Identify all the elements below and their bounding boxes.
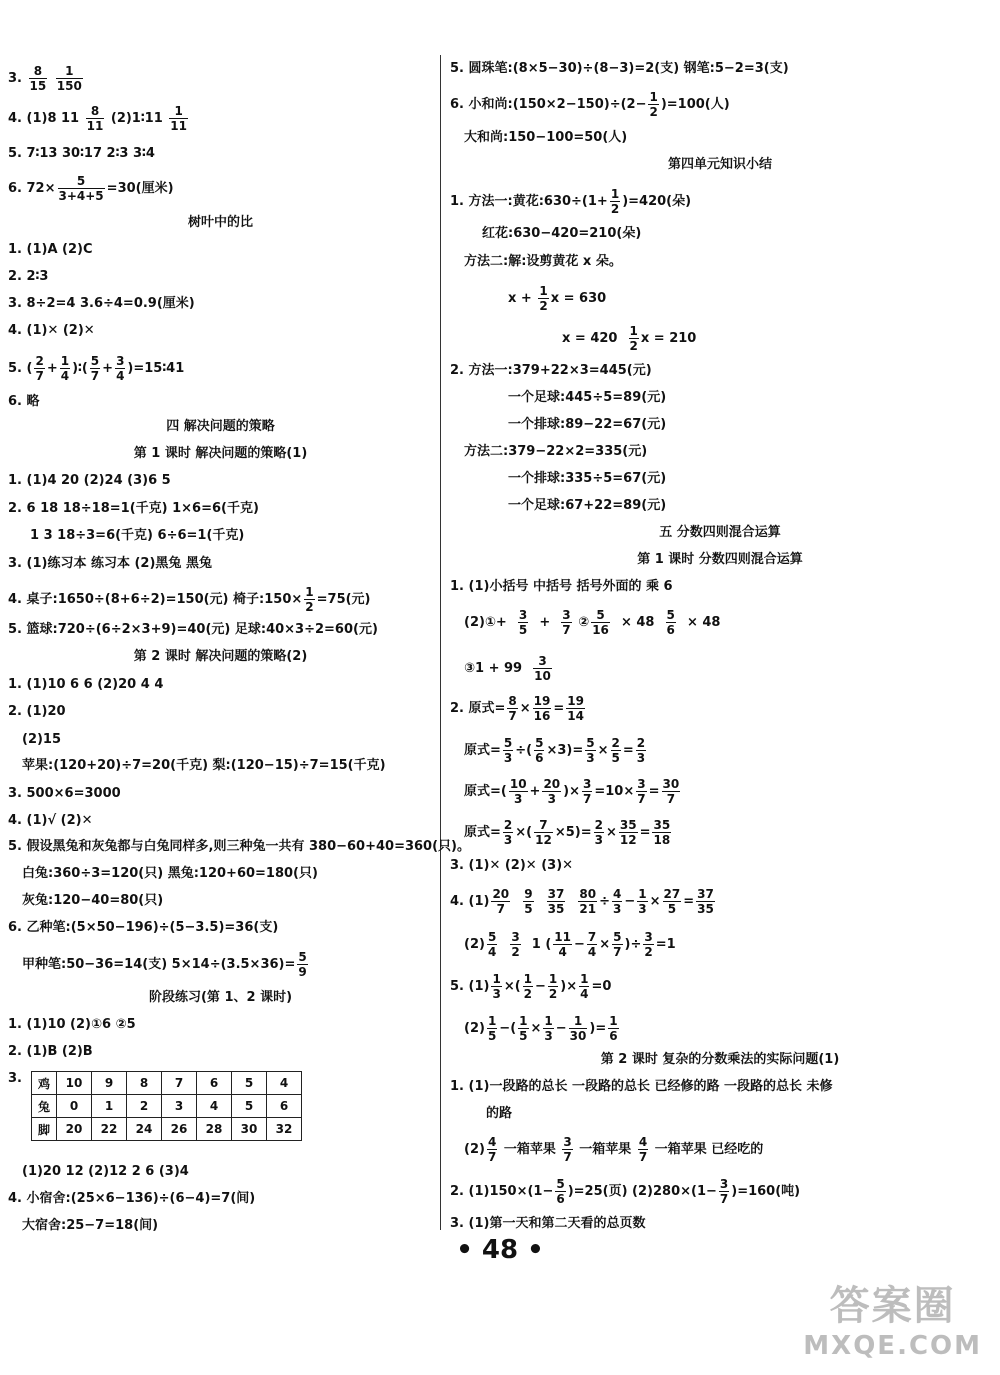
answer-line: 原式=( $\frac{10}{3}$ + $\frac{20}{3}$ )× $\frac{3}{7}$ =10× $\frac{3}{7}$ = $\frac{30}{7}$ [464, 777, 680, 806]
answer-line: 3. $\frac{8}{15}$ $\frac{1}{150}$ [8, 64, 82, 93]
answer-line: 3. 8÷2=4 3.6÷4=0.9(厘米) [8, 296, 195, 311]
answer-line: 红花:630−420=210(朵) [482, 226, 642, 241]
answer-line: 5. (1) $\frac{1}{3}$ ×( $\frac{1}{2}$ − $\frac{1}{2}$ )× $\frac{1}{4}$ =0 [450, 972, 612, 1001]
answer-line: 大宿舍:25−7=18(间) [22, 1218, 159, 1233]
answer-line: 4. (1)✕ (2)✕ [8, 323, 95, 338]
answer-line: 一个足球:67+22=89(元) [508, 498, 667, 513]
answer-line: 5. 假设黑兔和灰兔都与白兔同样多,则三种兔一共有 380−60+40=360(只)。 [8, 839, 470, 854]
answer-line: 6. 略 [8, 394, 40, 409]
unit-heading: 五 分数四则混合运算 [659, 525, 781, 540]
answer-line: 2. 方法一:379+22×3=445(元) [450, 363, 652, 378]
answer-line: 苹果:(120+20)÷7=20(千克) 梨:(120−15)÷7=15(千克) [22, 758, 386, 773]
answer-line: 方法二:379−22×2=335(元) [464, 444, 648, 459]
watermark-logo: 答案圈 MXQE.COM [803, 1283, 982, 1361]
answer-line: 1. (1)小括号 中括号 括号外面的 乘 6 [450, 579, 673, 594]
answer-line: 1. (1)4 20 (2)24 (3)6 5 [8, 473, 171, 488]
answer-line: 白兔:360÷3=120(只) 黑兔:120+60=180(只) [22, 866, 318, 881]
answer-line: 甲种笔:50−36=14(支) 5×14÷(3.5×36)= $\frac{5}{9}$ [22, 950, 307, 979]
answer-line: (1)20 12 (2)12 2 6 (3)4 [22, 1164, 189, 1179]
answer-line: 5. ( $\frac{2}{7}$ + $\frac{1}{4}$ )∶( $\frac{5}{7}$ + $\frac{3}{4}$ )=15∶41 [8, 354, 185, 383]
answer-line: 2. (1)150×(1− $\frac{5}{6}$ )=25(页) (2)280×(1− $\frac{3}{7}$ )=160(吨) [450, 1177, 801, 1206]
table-row: 脚 20 22 24 26 28 30 32 [32, 1118, 302, 1141]
answer-line: 4. (1)√ (2)✕ [8, 813, 93, 828]
section-heading: 第四单元知识小结 [667, 157, 772, 172]
answer-line: 4. (1)8 11 $\frac{8}{11}$ (2)1∶11 $\frac{1}{11}$ [8, 104, 187, 133]
answer-line: 1. (1)一段路的总长 一段路的总长 已经修的路 一段路的总长 未修 [450, 1079, 833, 1094]
answer-line: 3. (1)练习本 练习本 (2)黑兔 黑兔 [8, 556, 212, 571]
unit-heading: 四 解决问题的策略 [166, 419, 275, 434]
chicken-rabbit-table [31, 1071, 302, 1141]
answer-line: 2. (1)20 [8, 704, 66, 719]
section-heading: 树叶中的比 [187, 215, 253, 230]
table-row: 兔 0 1 2 3 4 5 6 [32, 1095, 302, 1118]
answer-line: 6. 72× $\frac{5}{3+4+5}$ =30(厘米) [8, 174, 174, 203]
answer-line: 方法二:解:设剪黄花 x 朵。 [464, 254, 622, 269]
answer-line: 3. 500×6=3000 [8, 786, 121, 801]
answer-line: 6. 乙种笔:(5×50−196)÷(5−3.5)=36(支) [8, 920, 279, 935]
answer-line: (2)15 [22, 732, 62, 747]
answer-line: 2. 2∶3 [8, 269, 49, 284]
lesson-heading: 第 2 课时 解决问题的策略(2) [133, 649, 308, 664]
answer-line: 3. (1)第一天和第二天看的总页数 [450, 1216, 646, 1231]
answer-line: 5. 7∶13 30∶17 2∶3 3∶4 [8, 146, 155, 161]
answer-line: 1. (1)10 (2)①6 ②5 [8, 1017, 136, 1032]
answer-line: 2. (1)B (2)B [8, 1044, 93, 1059]
answer-line: (2) $\frac{5}{4}$ $\frac{3}{2}$ 1 ( $\frac{11}{4}$ − $\frac{7}{4}$ × $\frac{5}{7}$ )÷ $\frac{3}{2}$ =1 [464, 930, 676, 959]
answer-line: 2. 6 18 18÷18=1(千克) 1×6=6(千克) [8, 501, 259, 516]
lesson-heading: 第 1 课时 分数四则混合运算 [637, 552, 803, 567]
column-divider [440, 55, 441, 1230]
answer-line: 大和尚:150−100=50(人) [464, 130, 628, 145]
lesson-heading: 第 2 课时 复杂的分数乘法的实际问题(1) [600, 1052, 840, 1067]
answer-line: 5. 圆珠笔:(8×5−30)÷(8−3)=2(支) 钢笔:5−2=3(支) [450, 61, 789, 76]
answer-line: 一个排球:335÷5=67(元) [508, 471, 667, 486]
answer-line: 原式= $\frac{2}{3}$ ×( $\frac{7}{12}$ ×5)= $\frac{2}{3}$ × $\frac{35}{12}$ = $\frac{35}{18}$ [464, 818, 671, 847]
answer-line: 灰兔:120−40=80(只) [22, 893, 164, 908]
page-number: • 48 • [456, 1235, 544, 1265]
answer-line: 1. 方法一:黄花:630÷(1+ $\frac{1}{2}$ )=420(朵) [450, 187, 692, 216]
answer-line: 4. (1) $\frac{20}{7}$ $\frac{9}{5}$ $\frac{37}{35}$ $\frac{80}{21}$ ÷ $\frac{4}{3}$ − $\frac{1}{3}$ × $\frac{27}{5}$ = $\frac{37}{35}$ [450, 887, 714, 916]
answer-line: ③1 + 99 $\frac{3}{10}$ [464, 654, 551, 683]
answer-line: 2. 原式= $\frac{8}{7}$ × $\frac{19}{16}$ = $\frac{19}{14}$ [450, 694, 584, 723]
answer-line: (2)①+ $\frac{3}{5}$ + $\frac{3}{7}$ ② $\frac{5}{16}$ × 48 $\frac{5}{6}$ × 48 [464, 608, 721, 637]
answer-line: 5. 篮球:720÷(6÷2×3+9)=40(元) 足球:40×3÷2=60(元) [8, 622, 378, 637]
answer-line: 的路 [486, 1106, 513, 1121]
lesson-heading: 第 1 课时 解决问题的策略(1) [133, 446, 308, 461]
answer-line: (2) $\frac{1}{5}$ −( $\frac{1}{5}$ × $\frac{1}{3}$ − $\frac{1}{30}$ )= $\frac{1}{6}$ [464, 1014, 618, 1043]
answer-line: 1 3 18÷3=6(千克) 6÷6=1(千克) [30, 528, 245, 543]
table-row: 鸡 10 9 8 7 6 5 4 [32, 1072, 302, 1095]
equation-line: x = 420 $\frac{1}{2}$ x = 210 [562, 324, 697, 353]
answer-line: 3. (1)✕ (2)✕ (3)✕ [450, 858, 574, 873]
equation-line: x + $\frac{1}{2}$ x = 630 [508, 284, 607, 313]
answer-line: 一个足球:445÷5=89(元) [508, 390, 667, 405]
answer-line: (2) $\frac{4}{7}$ 一箱苹果 $\frac{3}{7}$ 一箱苹果 $\frac{4}{7}$ 一箱苹果 已经吃的 [464, 1135, 764, 1164]
answer-line: 1. (1)A (2)C [8, 242, 93, 257]
answer-line: 原式= $\frac{5}{3}$ ÷( $\frac{5}{6}$ ×3)= $\frac{5}{3}$ × $\frac{2}{5}$ = $\frac{2}{3}$ [464, 736, 646, 765]
answer-line: 6. 小和尚:(150×2−150)÷(2− $\frac{1}{2}$ )=100(人) [450, 90, 730, 119]
answer-line: 4. 桌子:1650÷(8+6÷2)=150(元) 椅子:150× $\frac{1}{2}$ =75(元) [8, 585, 371, 614]
answer-line: 4. 小宿舍:(25×6−136)÷(6−4)=7(间) [8, 1191, 256, 1206]
answer-line: 3. [8, 1071, 22, 1086]
answer-line: 一个排球:89−22=67(元) [508, 417, 667, 432]
section-heading: 阶段练习(第 1、2 课时) [148, 990, 293, 1005]
answer-line: 1. (1)10 6 6 (2)20 4 4 [8, 677, 164, 692]
